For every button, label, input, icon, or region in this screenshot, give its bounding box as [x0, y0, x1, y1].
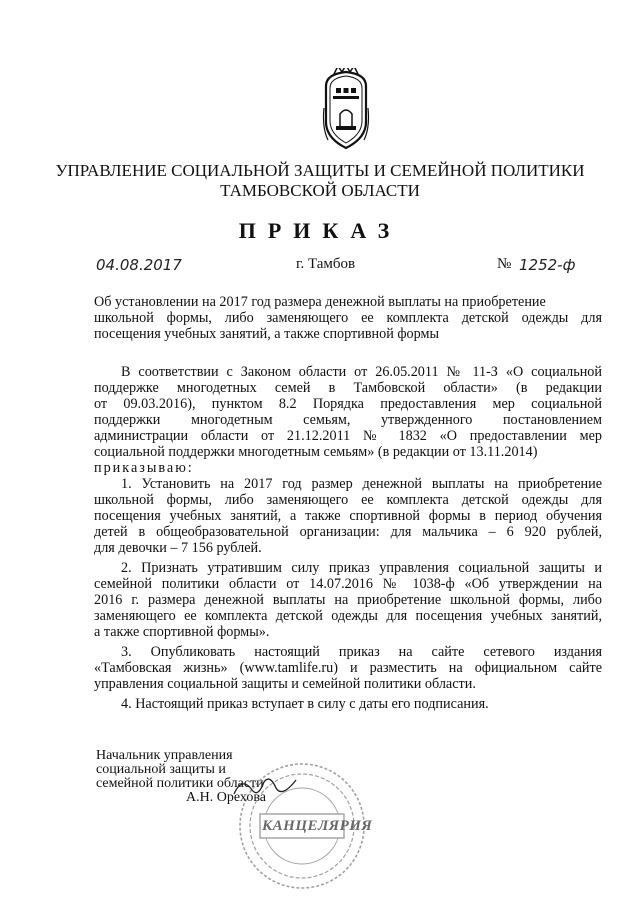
organization-name-line2: ТАМБОВСКОЙ ОБЛАСТИ	[220, 181, 420, 200]
item2-line: заменяющего ее комплекта детской одежды для посещения учебных занятий,	[94, 608, 602, 624]
item2-line: 2016 г. размера денежной выплаты на приобретение школьной формы, либо	[94, 592, 602, 608]
preamble-line: социальной поддержки многодетным семьям» (в редакции от 13.11.2014)	[94, 444, 538, 460]
item4-line: 4. Настоящий приказ вступает в силу с даты его подписания.	[121, 696, 489, 712]
item2-line: семейной политики области от 14.07.2016 № 1038-ф «Об утверждении на	[94, 576, 602, 592]
item2-line: а также спортивной формы».	[94, 624, 270, 640]
document-title: ПРИКАЗ	[238, 218, 402, 243]
preamble-line: В соответствии с Законом области от 26.05.2011 № 11-З «О социальной	[121, 364, 602, 380]
item3-line: управления социальной защиты и семейной политики области.	[94, 676, 476, 692]
order-word: приказываю:	[94, 460, 194, 476]
signature-title-line2: социальной защиты и	[96, 762, 226, 777]
organization-name-line1: УПРАВЛЕНИЕ СОЦИАЛЬНОЙ ЗАЩИТЫ И СЕМЕЙНОЙ ПОЛИТИКИ	[55, 161, 585, 180]
item1-line: 1. Установить на 2017 год размер денежной выплаты на приобретение	[121, 476, 602, 492]
signature-title-line3: семейной политики области	[96, 776, 264, 791]
order-number-label: №	[497, 256, 512, 272]
coat-of-arms-icon	[316, 68, 376, 154]
preamble-line: администрации области от 21.12.2011 № 1832 «О предоставлении мер	[94, 428, 602, 444]
subject-line: школьной формы, либо заменяющего ее комплекта детской одежды для	[94, 310, 602, 326]
order-city: г. Тамбов	[296, 256, 356, 272]
item1-line: посещения учебных занятий, а также спортивной формы в период обучения	[94, 508, 602, 524]
order-date: 04.08.2017	[96, 256, 182, 274]
order-subject	[94, 294, 602, 342]
item2-line: 2. Признать утратившим силу приказ управления социальной защиты и	[121, 560, 602, 576]
subject-line: Об установлении на 2017 год размера денежной выплаты на приобретение	[94, 294, 546, 310]
order-number: 1252-ф	[519, 256, 576, 274]
item3-line: «Тамбовская жизнь» (www.tamlife.ru) и разместить на официальном сайте	[94, 660, 602, 676]
preamble-line: поддержки многодетным семьям, утвержденного постановлением	[94, 412, 602, 428]
order-body	[94, 364, 602, 712]
signatory-name: А.Н. Орехова	[186, 790, 266, 805]
item3-line: 3. Опубликовать настоящий приказ на сайте сетевого издания	[121, 644, 602, 660]
preamble-line: поддержке многодетных семей в Тамбовской области» (в редакции	[94, 380, 602, 396]
stamp-text: КАНЦЕЛЯРИЯ	[262, 818, 373, 834]
signature-title-line1: Начальник управления	[96, 748, 233, 763]
item1-line: школьной формы, либо заменяющего ее комплекта детской одежды для	[94, 492, 602, 508]
subject-line: посещения учебных занятий, а также спортивной формы	[94, 326, 440, 342]
preamble-line: от 09.03.2016), пунктом 8.2 Порядка предоставления мер социальной	[94, 396, 602, 412]
item1-line: детей в общеобразовательной организации: для мальчика – 6 920 рублей,	[94, 524, 602, 540]
item1-line: для девочки – 7 156 рублей.	[94, 540, 262, 556]
